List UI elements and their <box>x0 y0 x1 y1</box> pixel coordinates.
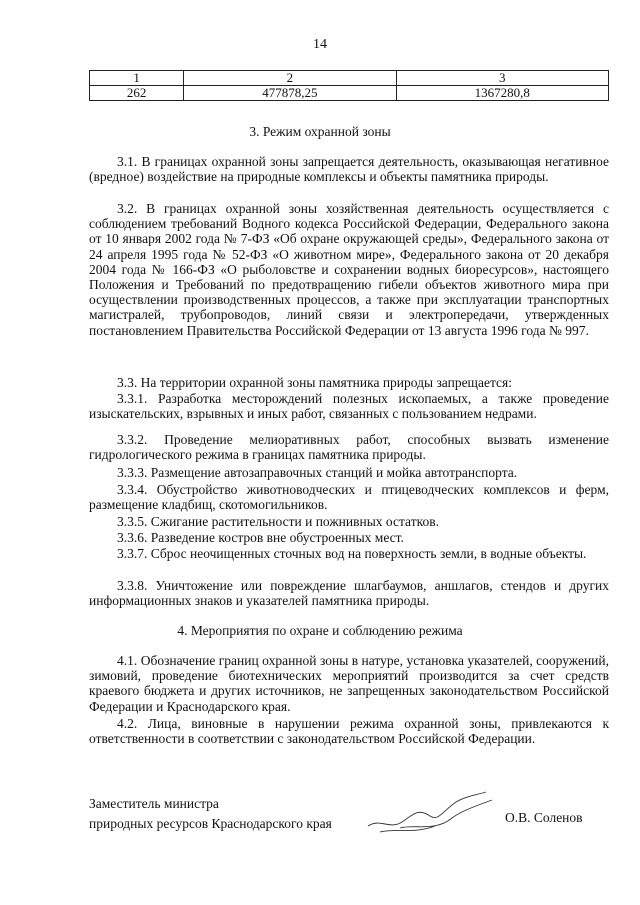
paragraph-3-3-1: 3.3.1. Разработка месторождений полезных ископаемых, а также проведение изыскательских, взрывных и иных работ, связанных с пользованием недрами. <box>89 391 609 422</box>
signatory-position-line1: Заместитель министра <box>89 796 219 811</box>
signatory-position-line2: природных ресурсов Краснодарского края <box>89 816 332 831</box>
table-cell: 477878,25 <box>184 86 396 101</box>
paragraph-3-3-2: 3.3.2. Проведение мелиоративных работ, способных вызвать изменение гидрологического режима в границах памятника природы. <box>89 432 609 463</box>
paragraph-3-3-6: 3.3.6. Разведение костров вне обустроенных мест. <box>117 530 404 545</box>
section-3-title: 3. Режим охранной зоны <box>249 124 391 139</box>
signatory-position <box>89 794 332 834</box>
paragraph-3-3: 3.3. На территории охранной зоны памятника природы запрещается: <box>117 375 512 390</box>
section-4-title: 4. Мероприятия по охране и соблюдению режима <box>177 623 463 638</box>
handwritten-signature <box>360 788 500 838</box>
table-header-cell: 1 <box>90 71 184 86</box>
table-header-cell: 2 <box>184 71 396 86</box>
paragraph-3-3-4: 3.3.4. Обустройство животноводческих и птицеводческих комплексов и ферм, размещение кладбищ, скотомогильников. <box>89 482 609 513</box>
table-cell: 1367280,8 <box>396 86 608 101</box>
paragraph-4-2: 4.2. Лица, виновные в нарушении режима охранной зоны, привлекаются к ответственности в соответствии с законодательством Российской Федерации. <box>89 716 609 747</box>
table-cell: 262 <box>90 86 184 101</box>
paragraph-3-2: 3.2. В границах охранной зоны хозяйственная деятельность осуществляется с соблюдением требований Водного кодекса Российской Федерации, Федерального закона от 10 января 2002 года № 7-ФЗ «Об охране окружающей среды», Федерального закона от 24 апреля 1995 года № 52-ФЗ «О животном мире», Федерального закона от 20 декабря 2004 года № 166-ФЗ «О рыболовстве и сохранении водных биоресурсов», настоящего Положения и Требований по предотвращению гибели объектов животного мира при осуществлении производственных процессов, а также при эксплуатации транспортных магистралей, трубопроводов, линий связи и электропередачи, утвержденных постановлением Правительства Российской Федерации от 13 августа 1996 года № 997. <box>89 201 609 338</box>
paragraph-3-3-7: 3.3.7. Сброс неочищенных сточных вод на поверхность земли, в водные объекты. <box>117 546 587 561</box>
coordinates-table <box>89 70 609 101</box>
paragraph-4-1: 4.1. Обозначение границ охранной зоны в натуре, установка указателей, сооружений, зимовий, проведение биотехнических мероприятий производится за счет средств краевого бюджета и других источников, не запрещенных законодательством Российской Федерации и Краснодарского края. <box>89 653 609 714</box>
paragraph-3-3-8: 3.3.8. Уничтожение или повреждение шлагбаумов, аншлагов, стендов и других информационных знаков и указателей памятника природы. <box>89 578 609 609</box>
table-header-cell: 3 <box>396 71 608 86</box>
signatory-name: О.В. Соленов <box>505 810 583 825</box>
page-number: 14 <box>313 37 327 52</box>
paragraph-3-3-3: 3.3.3. Размещение автозаправочных станций и мойка автотранспорта. <box>117 465 518 480</box>
table-row <box>90 86 609 101</box>
paragraph-3-3-5: 3.3.5. Сжигание растительности и пожнивных остатков. <box>117 514 439 529</box>
paragraph-3-1: 3.1. В границах охранной зоны запрещается деятельность, оказывающая негативное (вредное) воздействие на природные комплексы и объекты памятника природы. <box>89 154 609 185</box>
table-header-row <box>90 71 609 86</box>
